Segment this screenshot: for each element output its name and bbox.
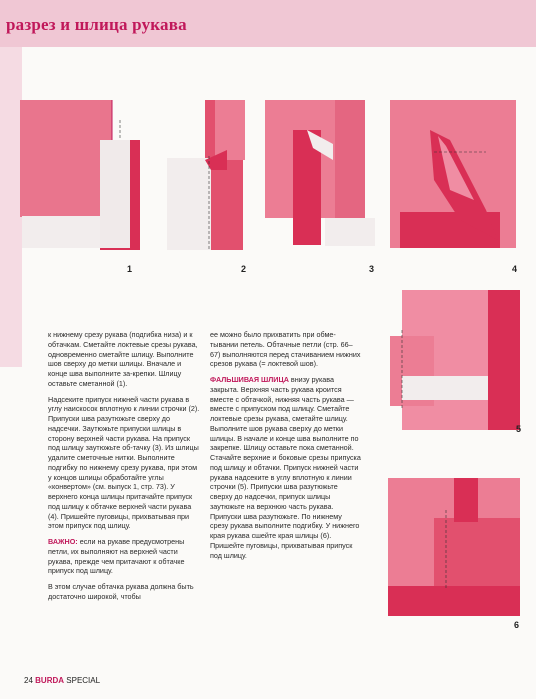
page-number: 24 (24, 676, 33, 685)
figure-2-illustration (165, 100, 255, 260)
figure-number: 5 (516, 424, 522, 434)
paragraph: к нижнему срезу рукава (подгибка низа) и к обтачкам. Сметайте локтевые срезы рукава, одновременно сметайте шлицу. Выполните шов сверху до метки шлицы. Вначале и конце шва выполните за-крепки. Шлицу оставьте сметанной (1). (48, 330, 198, 388)
page-footer (24, 676, 100, 685)
figure-4 (390, 100, 520, 274)
figure-6-illustration (388, 478, 524, 638)
page-title: разрез и шлица рукава (6, 15, 187, 34)
brand-special: SPECIAL (66, 676, 101, 685)
figure-number: 6 (514, 620, 520, 630)
figure-5 (388, 290, 524, 450)
paragraph: Надсеките припуск нижней части рукава в углу наискосок вплотную к линии строчки (2). Припуски шва разутюжьте сверху до надсечки. Заутюжьте припуски шлицы в сторону верхней части рукава. На припуск под шлицу заутюжьте об-тачку (3). Из шлицы удалите сметочные нитки. Выполните подгибку по нижнему срезу рукава, при этом у концов шлицы обработайте углы «конвертом» (см. выпуск 1, стр. 73). У верхнего конца шлицы притачайте припуск под шлицу к обтачке верхней части рукава (4). Пришейте пуговицы, прихватывая при этом припуск под шлицу. (48, 394, 200, 531)
figure-2 (165, 100, 255, 274)
figure-4-illustration (390, 100, 520, 260)
figure-1-illustration (20, 100, 140, 260)
figure-number: 1 (127, 264, 133, 274)
side-margin-band (0, 47, 22, 367)
figure-number: 2 (241, 264, 247, 274)
fake-slit-section (210, 375, 362, 560)
brand-name: BURDA (35, 676, 65, 685)
important-label: ВАЖНО: (48, 537, 78, 546)
fake-slit-label: ФАЛЬШИВАЯ ШЛИЦА (210, 375, 289, 384)
figure-3 (263, 100, 378, 274)
figure-5-illustration (388, 290, 524, 450)
fake-slit-text: внизу рукава закрыта. Верхняя часть рукава кроится вместе с обтачкой, нижняя часть рукава — вместе с припуском под шлицу. Сметайте локтевые срезы рукава, сметайте шлицу. Выполните шов рукава сверху до метки шлицы. В начале и конце шва выполните по закрепке. Шлицу оставьте пока сметанной. Стачайте верхние и боковые срезы припуска под шлицу и обтачки. Припуск нижней части рукава надсеките в углу вплотную к линии строчки (5). Припуски шва разутюжьте сверху до надсечки, припуск шлицы заутюжьте на верхнюю часть рукава. Припуски шва разутюжьте. По нижнему срезу рукава выполните подгибку. У нижнего края рукава сшейте края шлицы (6). Пришейте пуговицы, прихватывая припуск под шлицу. (210, 375, 361, 560)
figure-3-illustration (263, 100, 378, 260)
figure-number: 4 (512, 264, 518, 274)
text-column-2 (210, 330, 362, 566)
figure-6 (388, 478, 524, 638)
figure-1 (20, 100, 140, 274)
figure-number: 3 (369, 264, 375, 274)
important-note (48, 537, 202, 576)
paragraph: В этом случае обтачка рукава должна быть достаточно широкой, чтобы (48, 582, 194, 601)
text-column-1 (48, 330, 202, 608)
paragraph: ее можно было прихватить при обме-тывании петель. Обтачные петли (стр. 66–67) выполняются перед стачиванием нижних срезов рукава (= локтевой шов). (210, 330, 361, 369)
important-text: если на рукаве предусмотрены петли, их выполняют на верхней части рукава, прежде чем притачают к обтачке припуск под шлицу. (48, 537, 185, 576)
